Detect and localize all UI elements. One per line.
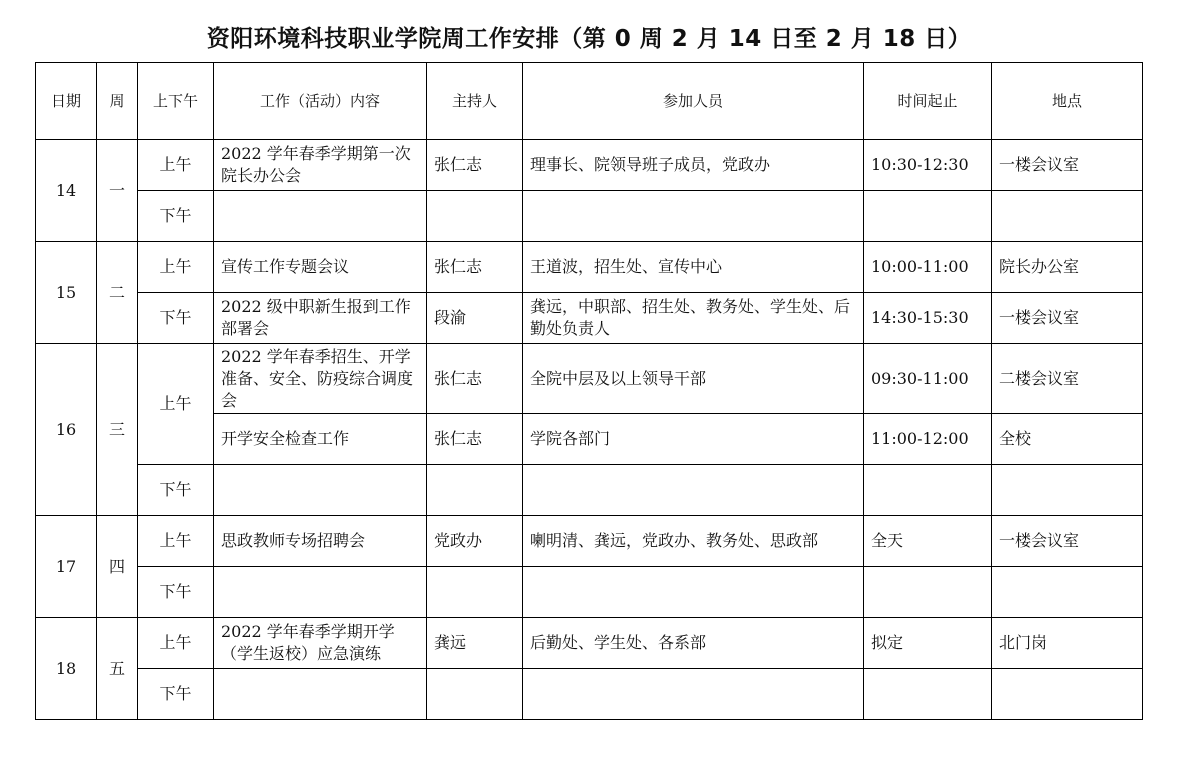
period-cell: 上午	[138, 344, 214, 465]
period-cell: 下午	[138, 567, 214, 618]
content-cell: 2022 学年春季招生、开学准备、安全、防疫综合调度会	[214, 344, 427, 414]
participants-cell	[523, 465, 864, 516]
host-cell	[427, 465, 523, 516]
date-cell: 15	[36, 242, 97, 344]
period-cell: 上午	[138, 140, 214, 191]
content-cell: 2022 学年春季学期开学（学生返校）应急演练	[214, 618, 427, 669]
place-cell: 二楼会议室	[992, 344, 1143, 414]
time-cell: 10:00-11:00	[864, 242, 992, 293]
date-cell: 17	[36, 516, 97, 618]
period-cell: 上午	[138, 618, 214, 669]
content-cell	[214, 191, 427, 242]
place-cell: 一楼会议室	[992, 516, 1143, 567]
place-cell	[992, 567, 1143, 618]
week-cell: 二	[97, 242, 138, 344]
schedule-table	[35, 62, 1143, 720]
header-host: 主持人	[427, 63, 523, 140]
host-cell	[427, 567, 523, 618]
host-cell	[427, 191, 523, 242]
place-cell	[992, 191, 1143, 242]
table-row	[36, 140, 1143, 191]
header-time: 时间起止	[864, 63, 992, 140]
content-cell: 思政教师专场招聘会	[214, 516, 427, 567]
time-cell: 14:30-15:30	[864, 293, 992, 344]
content-cell	[214, 465, 427, 516]
content-cell	[214, 669, 427, 720]
time-cell	[864, 567, 992, 618]
time-cell	[864, 669, 992, 720]
period-cell: 下午	[138, 191, 214, 242]
week-cell: 三	[97, 344, 138, 516]
page-title: 资阳环境科技职业学院周工作安排（第 0 周 2 月 14 日至 2 月 18 日）	[206, 26, 972, 52]
participants-cell: 理事长、院领导班子成员，党政办	[523, 140, 864, 191]
host-cell: 龚远	[427, 618, 523, 669]
time-cell: 全天	[864, 516, 992, 567]
week-cell: 四	[97, 516, 138, 618]
participants-cell	[523, 669, 864, 720]
date-cell: 14	[36, 140, 97, 242]
content-cell: 2022 级中职新生报到工作部署会	[214, 293, 427, 344]
header-date: 日期	[36, 63, 97, 140]
table-row	[36, 242, 1143, 293]
host-cell: 张仁志	[427, 242, 523, 293]
content-cell	[214, 567, 427, 618]
participants-cell: 后勤处、学生处、各系部	[523, 618, 864, 669]
host-cell	[427, 669, 523, 720]
host-cell: 张仁志	[427, 344, 523, 414]
header-place: 地点	[992, 63, 1143, 140]
place-cell: 北门岗	[992, 618, 1143, 669]
period-cell: 下午	[138, 669, 214, 720]
period-cell: 下午	[138, 465, 214, 516]
table-row	[36, 191, 1143, 242]
period-cell: 下午	[138, 293, 214, 344]
content-cell: 开学安全检查工作	[214, 414, 427, 465]
header-week: 周	[97, 63, 138, 140]
place-cell: 院长办公室	[992, 242, 1143, 293]
place-cell	[992, 465, 1143, 516]
participants-cell: 王道波，招生处、宣传中心	[523, 242, 864, 293]
content-cell: 宣传工作专题会议	[214, 242, 427, 293]
date-cell: 18	[36, 618, 97, 720]
table-row	[36, 465, 1143, 516]
table-row	[36, 618, 1143, 669]
participants-cell: 学院各部门	[523, 414, 864, 465]
place-cell: 一楼会议室	[992, 140, 1143, 191]
participants-cell: 全院中层及以上领导干部	[523, 344, 864, 414]
content-cell: 2022 学年春季学期第一次院长办公会	[214, 140, 427, 191]
place-cell: 一楼会议室	[992, 293, 1143, 344]
time-cell: 11:00-12:00	[864, 414, 992, 465]
host-cell: 张仁志	[427, 414, 523, 465]
participants-cell: 喇明清、龚远，党政办、教务处、思政部	[523, 516, 864, 567]
time-cell: 09:30-11:00	[864, 344, 992, 414]
header-participants: 参加人员	[523, 63, 864, 140]
place-cell	[992, 669, 1143, 720]
header-content: 工作（活动）内容	[214, 63, 427, 140]
header-period: 上下午	[138, 63, 214, 140]
time-cell	[864, 465, 992, 516]
time-cell: 10:30-12:30	[864, 140, 992, 191]
table-row	[36, 344, 1143, 414]
table-row	[36, 567, 1143, 618]
date-cell: 16	[36, 344, 97, 516]
week-cell: 五	[97, 618, 138, 720]
host-cell: 党政办	[427, 516, 523, 567]
participants-cell	[523, 567, 864, 618]
period-cell: 上午	[138, 516, 214, 567]
table-row	[36, 293, 1143, 344]
table-row	[36, 669, 1143, 720]
host-cell: 张仁志	[427, 140, 523, 191]
time-cell: 拟定	[864, 618, 992, 669]
header-row	[36, 63, 1143, 140]
time-cell	[864, 191, 992, 242]
participants-cell	[523, 191, 864, 242]
place-cell: 全校	[992, 414, 1143, 465]
period-cell: 上午	[138, 242, 214, 293]
participants-cell: 龚远，中职部、招生处、教务处、学生处、后勤处负责人	[523, 293, 864, 344]
host-cell: 段渝	[427, 293, 523, 344]
table-row	[36, 516, 1143, 567]
week-cell: 一	[97, 140, 138, 242]
